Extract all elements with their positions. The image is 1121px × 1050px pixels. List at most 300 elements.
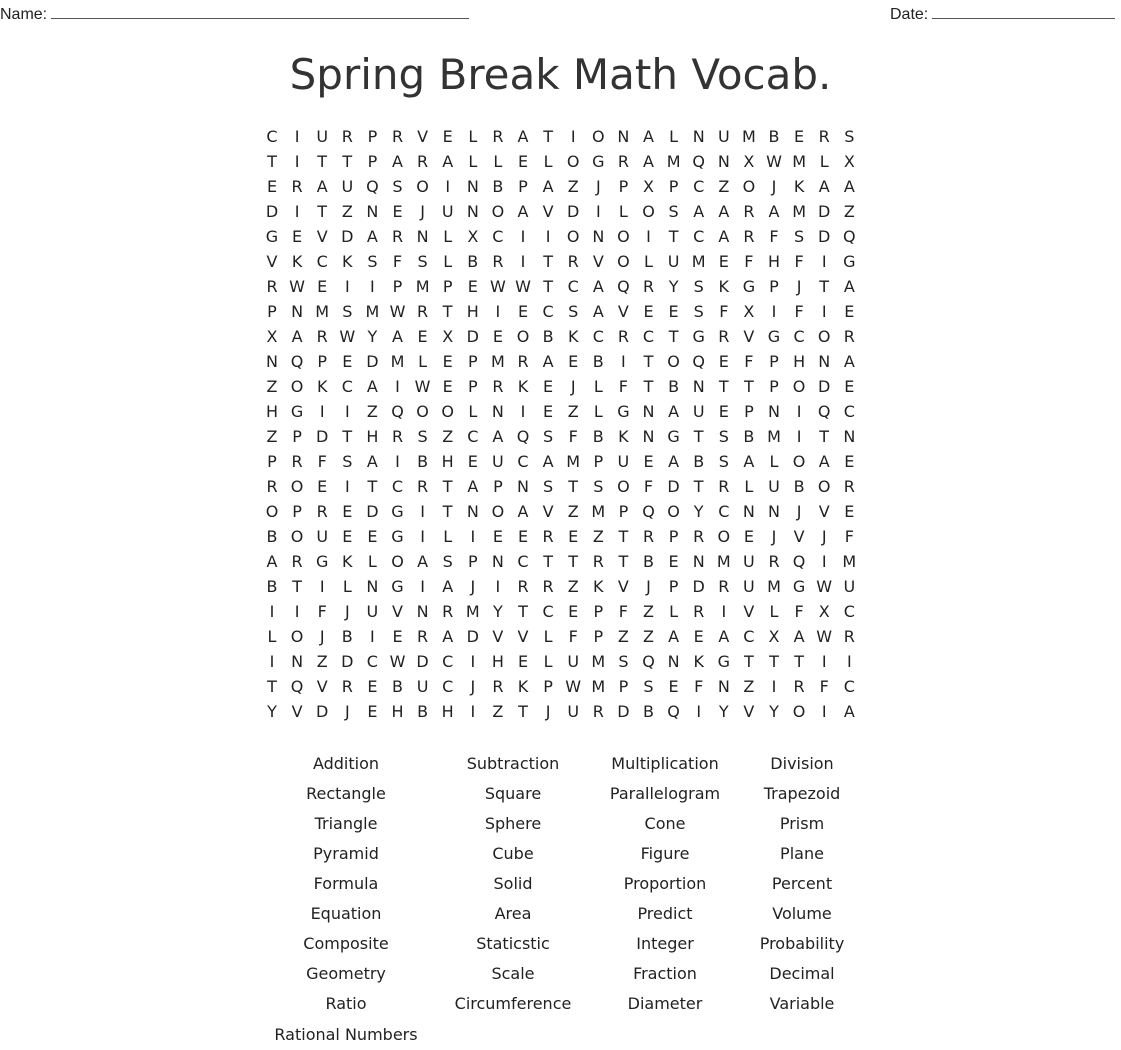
grid-letter: R [391,127,404,146]
grid-letter: S [844,127,855,146]
grid-letter: F [794,252,804,271]
grid-letter: T [442,302,453,321]
grid-letter: E [266,177,278,196]
grid-letter: Z [643,627,654,646]
grid-letter: A [366,452,378,471]
grid-letter: C [743,627,755,646]
grid-letter: H [265,402,279,421]
grid-letter: I [294,202,300,221]
grid-letter: B [693,452,705,471]
grid-letter: R [617,152,629,171]
grid-letter: M [716,552,731,571]
grid-letter: C [843,677,855,696]
grid-letter: E [367,677,378,696]
grid-letter: P [618,177,629,196]
grid-letter: Q [617,277,630,296]
grid-letter: Z [341,202,353,221]
grid-letter: R [567,252,579,271]
grid-letter: C [366,652,378,671]
name-label: Name: [0,6,48,23]
grid-letter: L [342,577,352,596]
grid-letter: T [668,327,679,346]
grid-letter: L [669,602,679,621]
grid-letter: W [515,277,531,296]
grid-letter: I [495,577,501,596]
grid-letter: P [593,452,604,471]
grid-letter: I [269,652,275,671]
grid-letter: A [668,627,680,646]
grid-letter: K [718,277,730,296]
grid-letter: N [266,352,278,371]
grid-letter: L [769,602,779,621]
grid-letter: F [317,452,327,471]
grid-letter: U [743,552,755,571]
grid-letter: I [470,702,476,721]
grid-letter: I [344,402,350,421]
grid-letter: Q [516,427,530,446]
grid-letter: W [389,652,406,671]
grid-letter: T [518,702,528,721]
grid-letter: X [743,152,755,171]
grid-letter: D [416,652,429,671]
grid-letter: T [543,252,553,271]
grid-letter: E [442,127,453,146]
grid-letter: I [420,502,425,521]
grid-letter: H [466,302,479,321]
grid-letter: P [668,527,679,546]
grid-letter: E [317,477,328,496]
grid-letter: T [568,552,579,571]
grid-letter: A [316,177,328,196]
grid-letter: Q [290,677,304,696]
grid-letter: N [818,352,831,371]
word-bank-item: Triangle [314,814,378,833]
grid-letter: J [470,577,476,596]
grid-letter: P [769,377,779,396]
grid-letter: O [265,502,279,521]
grid-letter: N [717,152,730,171]
grid-letter: Y [668,277,679,296]
grid-letter: R [843,627,855,646]
grid-letter: N [692,552,705,571]
grid-letter: E [492,527,503,546]
grid-letter: B [592,352,604,371]
grid-letter: D [366,502,379,521]
grid-letter: Z [266,377,278,396]
grid-letter: R [768,552,780,571]
grid-letter: G [290,402,304,421]
grid-letter: E [794,127,805,146]
grid-letter: O [792,702,806,721]
grid-letter: B [266,577,278,596]
grid-letter: E [718,352,729,371]
grid-letter: O [817,477,831,496]
grid-letter: T [769,652,779,671]
grid-letter: C [542,602,554,621]
grid-letter: N [466,177,479,196]
grid-letter: A [366,227,378,246]
grid-letter: P [267,302,277,321]
grid-letter: M [792,202,806,221]
grid-letter: A [417,552,429,571]
grid-letter: E [543,377,554,396]
grid-letter: L [267,627,277,646]
grid-letter: S [693,302,704,321]
grid-letter: B [341,627,353,646]
grid-letter: S [342,302,353,321]
grid-letter: L [593,377,603,396]
grid-letter: I [696,702,702,721]
grid-letter: H [441,702,454,721]
grid-letter: A [366,377,378,396]
grid-letter: D [341,652,354,671]
grid-letter: W [816,627,833,646]
grid-letter: Y [267,702,277,721]
grid-letter: D [366,352,379,371]
grid-letter: R [642,527,655,546]
word-bank-item: Trapezoid [763,784,841,803]
grid-letter: F [694,677,704,696]
grid-letter: J [470,677,476,696]
grid-letter: F [317,602,327,621]
grid-letter: V [316,677,328,696]
grid-letter: O [290,377,304,396]
grid-letter: W [339,327,356,346]
grid-letter: A [718,202,730,221]
grid-letter: E [517,652,529,671]
grid-letter: E [467,277,478,296]
grid-letter: P [292,502,302,521]
grid-letter: O [642,202,655,221]
grid-letter: I [796,427,802,446]
grid-letter: N [517,477,529,496]
grid-letter: G [391,577,404,596]
grid-letter: C [266,127,278,146]
grid-letter: E [442,377,453,396]
grid-letter: A [517,127,529,146]
grid-letter: I [445,177,451,196]
grid-letter: I [595,202,601,221]
grid-letter: E [342,502,353,521]
grid-letter: B [643,702,654,721]
grid-letter: P [618,502,629,521]
grid-letter: I [846,652,852,671]
grid-letter: E [292,227,303,246]
grid-letter: C [492,227,504,246]
grid-letter: A [442,577,454,596]
grid-letter: G [717,652,730,671]
grid-letter: P [467,377,478,396]
grid-letter: S [693,277,704,296]
grid-letter: E [517,302,529,321]
grid-letter: F [794,602,804,621]
grid-letter: K [291,252,303,271]
grid-letter: Q [692,152,705,171]
grid-letter: L [644,252,653,271]
grid-letter: Y [718,702,729,721]
grid-letter: G [792,577,806,596]
grid-letter: E [718,402,729,421]
grid-letter: R [642,277,655,296]
grid-letter: O [667,352,680,371]
grid-letter: R [291,177,303,196]
grid-letter: M [465,602,480,621]
word-bank-item: Proportion [623,874,707,893]
grid-letter: N [416,602,429,621]
grid-letter: R [718,577,730,596]
grid-letter: P [367,127,378,146]
grid-letter: T [568,477,579,496]
grid-letter: Z [492,702,504,721]
word-bank-item: Ratio [325,994,367,1013]
grid-letter: D [466,627,479,646]
grid-letter: W [289,277,305,296]
grid-letter: W [816,577,833,596]
grid-letter: B [668,377,680,396]
grid-letter: Q [290,352,304,371]
word-bank-item: Staticstic [476,934,550,953]
grid-letter: L [543,652,553,671]
grid-letter: R [843,477,855,496]
grid-letter: P [543,677,553,696]
grid-letter: L [443,252,453,271]
grid-letter: D [567,202,580,221]
grid-letter: A [668,402,680,421]
grid-letter: H [441,452,454,471]
grid-letter: V [818,502,830,521]
grid-letter: D [692,577,705,596]
grid-letter: E [417,327,428,346]
grid-letter: V [617,577,629,596]
grid-letter: T [693,477,704,496]
grid-letter: I [520,252,526,271]
grid-letter: R [592,702,604,721]
word-bank-item: Variable [769,994,835,1013]
grid-letter: F [392,252,403,271]
grid-letter: J [595,177,601,196]
grid-letter: R [391,427,404,446]
grid-letter: A [718,627,730,646]
grid-letter: E [517,527,529,546]
grid-letter: U [316,527,329,546]
grid-letter: V [793,527,805,546]
grid-letter: P [267,452,277,471]
grid-letter: O [817,327,831,346]
word-bank-item: Solid [493,874,533,893]
grid-letter: B [266,527,278,546]
grid-letter: K [793,177,805,196]
grid-letter: Q [792,552,806,571]
word-bank-item: Formula [313,874,379,893]
grid-letter: Y [693,502,704,521]
grid-letter: N [742,502,755,521]
grid-letter: B [743,427,755,446]
grid-letter: O [617,252,630,271]
grid-letter: L [543,152,553,171]
grid-letter: C [467,427,479,446]
grid-letter: U [366,602,379,621]
grid-letter: O [290,527,304,546]
grid-letter: I [495,302,501,321]
grid-letter: T [543,127,553,146]
grid-letter: A [743,452,755,471]
grid-letter: L [493,152,503,171]
grid-letter: T [794,652,804,671]
grid-letter: C [542,302,554,321]
grid-letter: O [667,502,680,521]
grid-letter: J [344,702,350,721]
grid-letter: X [818,602,830,621]
word-bank-item: Cone [644,814,686,833]
grid-letter: S [342,452,353,471]
grid-letter: F [618,602,628,621]
grid-letter: T [618,552,629,571]
grid-letter: G [391,502,404,521]
grid-letter: O [566,152,580,171]
grid-letter: B [542,327,554,346]
grid-letter: E [693,627,704,646]
word-bank-item: Plane [780,844,824,863]
grid-letter: I [319,402,325,421]
grid-letter: U [717,127,730,146]
grid-letter: I [570,127,576,146]
grid-letter: T [342,152,353,171]
grid-letter: E [718,252,729,271]
grid-letter: Z [843,202,855,221]
grid-letter: A [392,327,403,346]
grid-letter: D [265,202,279,221]
grid-letter: T [693,427,704,446]
grid-letter: P [769,352,779,371]
grid-letter: R [417,477,429,496]
grid-letter: N [466,202,479,221]
grid-letter: P [392,277,403,296]
word-bank-item: Cube [492,844,534,863]
grid-letter: P [467,352,478,371]
word-bank-item: Scale [491,964,535,983]
grid-letter: T [442,477,453,496]
grid-letter: E [568,602,579,621]
grid-letter: G [315,552,329,571]
grid-letter: N [466,502,479,521]
grid-letter: R [291,552,303,571]
grid-letter: M [842,552,857,571]
grid-letter: E [442,352,453,371]
grid-letter: T [744,377,754,396]
grid-letter: I [545,227,551,246]
grid-letter: I [294,127,300,146]
grid-letter: E [467,452,478,471]
grid-letter: W [389,302,406,321]
grid-letter: R [693,527,705,546]
grid-letter: L [669,127,679,146]
grid-letter: A [843,177,855,196]
grid-letter: A [668,452,680,471]
grid-letter: I [370,627,375,646]
grid-letter: C [642,327,655,346]
grid-letter: R [417,627,429,646]
grid-letter: Z [266,427,278,446]
grid-letter: V [542,202,554,221]
grid-letter: E [568,352,579,371]
grid-letter: A [643,127,654,146]
grid-letter: N [843,427,856,446]
grid-letter: I [370,277,375,296]
grid-letter: F [643,477,654,496]
grid-letter: Q [642,652,655,671]
word-bank-item: Composite [303,934,389,953]
grid-letter: C [442,652,454,671]
grid-letter: I [821,702,827,721]
grid-letter: P [618,677,629,696]
grid-letter: A [442,152,454,171]
word-bank-item: Rational Numbers [274,1025,418,1044]
grid-letter: J [545,702,551,721]
grid-letter: R [617,327,629,346]
word-bank-item: Prism [779,814,825,833]
grid-letter: O [566,227,580,246]
grid-letter: E [844,377,855,396]
grid-letter: Q [843,227,856,246]
grid-letter: N [667,652,680,671]
page-title: Spring Break Math Vocab. [289,50,832,99]
grid-letter: O [717,527,731,546]
grid-letter: M [666,152,681,171]
grid-letter: O [491,502,505,521]
grid-letter: C [442,677,454,696]
grid-letter: M [741,127,756,146]
grid-letter: O [290,477,304,496]
grid-letter: P [493,477,503,496]
grid-letter: V [392,602,403,621]
grid-letter: R [592,552,604,571]
grid-letter: N [366,577,379,596]
grid-letter: R [517,577,529,596]
grid-letter: D [316,702,329,721]
grid-letter: E [668,302,679,321]
grid-letter: K [316,377,328,396]
grid-letter: R [718,477,730,496]
grid-letter: O [416,402,429,421]
grid-letter: S [417,427,428,446]
grid-letter: J [796,277,802,296]
grid-letter: F [719,302,729,321]
grid-letter: K [693,652,704,671]
grid-letter: W [414,377,431,396]
grid-letter: N [291,302,304,321]
grid-letter: Z [567,402,579,421]
grid-letter: E [844,302,855,321]
grid-letter: Z [643,602,654,621]
grid-letter: I [395,377,400,396]
grid-letter: V [592,252,604,271]
grid-letter: N [491,552,504,571]
grid-letter: Z [617,627,629,646]
grid-letter: E [392,202,403,221]
grid-letter: T [543,277,553,296]
grid-letter: C [517,452,529,471]
grid-letter: S [543,427,554,446]
grid-letter: D [818,377,831,396]
grid-letter: O [290,627,304,646]
grid-letter: I [269,602,275,621]
date-label: Date: [890,6,929,23]
grid-letter: E [668,677,679,696]
grid-letter: J [570,377,576,396]
grid-letter: N [642,427,655,446]
grid-letter: A [793,627,805,646]
grid-letter: E [668,552,679,571]
